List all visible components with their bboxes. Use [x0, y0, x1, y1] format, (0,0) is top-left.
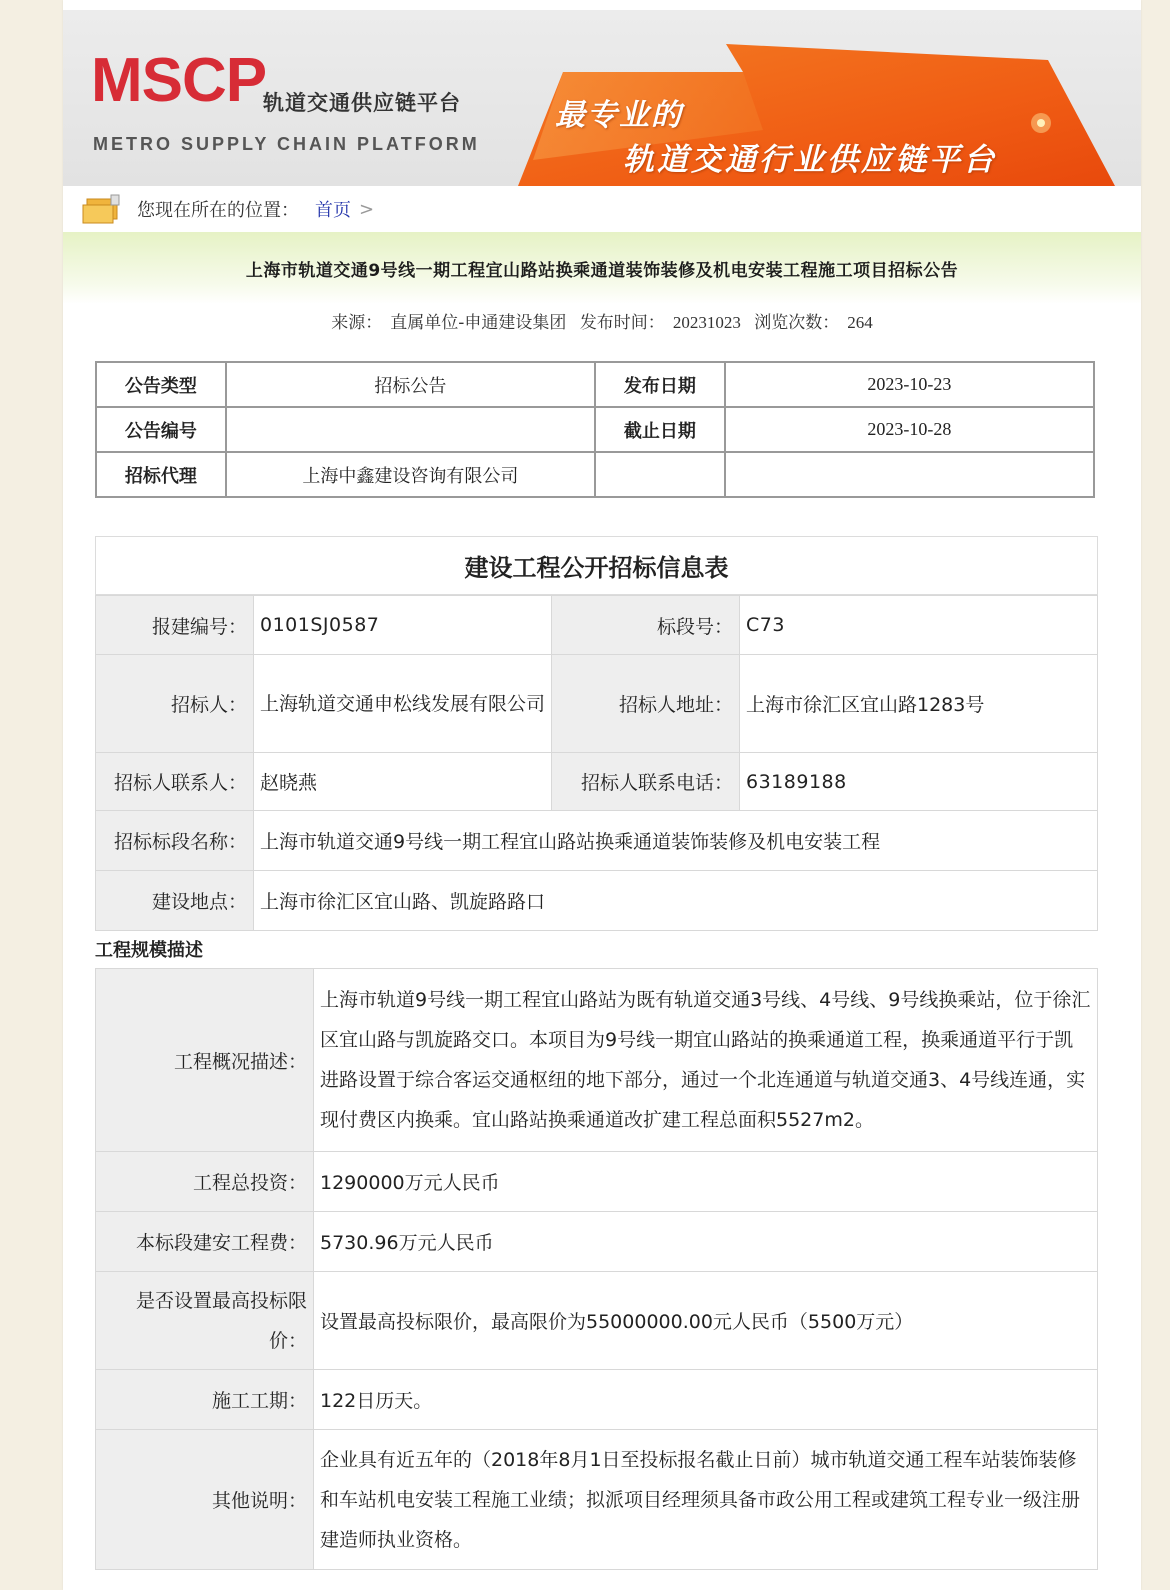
tenderer-address-value: 上海市徐汇区宜山路1283号	[740, 655, 1098, 753]
folder-location-icon	[81, 193, 125, 225]
phone-value: 63189188	[740, 753, 1098, 811]
info-section	[95, 536, 1098, 931]
info-table-title: 建设工程公开招标信息表	[95, 536, 1098, 595]
empty-cell	[595, 452, 725, 497]
location-value: 上海市徐汇区宜山路、凯旋路路口	[254, 871, 1098, 931]
number-value	[226, 407, 595, 452]
scale-section	[95, 968, 1098, 1570]
period-label: 施工工期：	[96, 1370, 314, 1430]
other-value: 企业具有近五年的（2018年8月1日至投标报名截止日前）城市轨道交通工程车站装饰装修和车站机电安装工程施工业绩；拟派项目经理须具备市政公用工程或建筑工程专业一级注册建造师执业资格。	[314, 1430, 1098, 1570]
table-row	[96, 1370, 1098, 1430]
breadcrumb-home-link[interactable]: 首页	[315, 200, 351, 221]
logo-en-text: METRO SUPPLY CHAIN PLATFORM	[93, 134, 480, 154]
title-band	[63, 232, 1141, 304]
breadcrumb-label: 您现在所在的位置：	[137, 200, 299, 221]
slogan-line1: 最专业的	[555, 98, 683, 133]
source-label: 来源：	[331, 313, 383, 333]
table-row	[96, 871, 1098, 931]
install-fee-label: 本标段建安工程费：	[96, 1212, 314, 1272]
table-row	[96, 452, 1094, 497]
table-row	[96, 1272, 1098, 1370]
table-row	[96, 362, 1094, 407]
section-no-label: 标段号：	[552, 596, 740, 655]
views-count: 264	[847, 313, 873, 332]
install-fee-value: 5730.96万元人民币	[314, 1212, 1098, 1272]
page	[63, 0, 1141, 1590]
section-no-value: C73	[740, 596, 1098, 655]
pub-date-value: 2023-10-23	[725, 362, 1094, 407]
table-row	[96, 1430, 1098, 1570]
contact-label: 招标人联系人：	[96, 753, 254, 811]
info-table	[95, 595, 1098, 931]
deadline-value: 2023-10-28	[725, 407, 1094, 452]
period-value: 122日历天。	[314, 1370, 1098, 1430]
deadline-label: 截止日期	[595, 407, 725, 452]
table-row	[96, 596, 1098, 655]
logo-cn-text: 轨道交通供应链平台	[263, 91, 461, 115]
max-price-value: 设置最高投标限价，最高限价为55000000.00元人民币（5500万元）	[314, 1272, 1098, 1370]
section-name-value: 上海市轨道交通9号线一期工程宜山路站换乘通道装饰装修及机电安装工程	[254, 811, 1098, 871]
header-banner	[63, 10, 1141, 186]
phone-label: 招标人联系电话：	[552, 753, 740, 811]
type-value: 招标公告	[226, 362, 595, 407]
overview-value: 上海市轨道9号线一期工程宜山路站为既有轨道交通3号线、4号线、9号线换乘站，位于徐汇区宜山路与凯旋路交口。本项目为9号线一期宜山路站的换乘通道工程，换乘通道平行于凯进路设置于综合客运交通枢纽的地下部分，通过一个北连通道与轨道交通3、4号线连通，实现付费区内换乘。宜山路站换乘通道改扩建工程总面积5527m2。	[314, 969, 1098, 1152]
table-row	[96, 811, 1098, 871]
slogan-line2: 轨道交通行业供应链平台	[623, 142, 997, 178]
table-row	[96, 753, 1098, 811]
views-label: 浏览次数：	[754, 313, 840, 333]
number-label: 公告编号	[96, 407, 226, 452]
breadcrumb-separator: >	[359, 198, 375, 220]
max-price-label: 是否设置最高投标限价：	[96, 1272, 314, 1370]
scale-section-title: 工程规模描述	[95, 940, 203, 961]
publish-time: 20231023	[672, 313, 741, 332]
table-row	[96, 1152, 1098, 1212]
summary-table	[95, 361, 1095, 498]
investment-label: 工程总投资：	[96, 1152, 314, 1212]
other-label: 其他说明：	[96, 1430, 314, 1570]
table-row	[96, 969, 1098, 1152]
table-row	[96, 407, 1094, 452]
type-label: 公告类型	[96, 362, 226, 407]
overview-label: 工程概况描述：	[96, 969, 314, 1152]
tenderer-value: 上海轨道交通申松线发展有限公司	[254, 655, 552, 753]
page-title: 上海市轨道交通9号线一期工程宜山路站换乘通道装饰装修及机电安装工程施工项目招标公告	[245, 260, 959, 281]
section-name-label: 招标标段名称：	[96, 811, 254, 871]
notice-meta	[63, 308, 1141, 333]
source-value: 直属单位-申通建设集团	[390, 313, 567, 333]
location-label: 建设地点：	[96, 871, 254, 931]
report-no-value: 0101SJ0587	[254, 596, 552, 655]
investment-value: 1290000万元人民币	[314, 1152, 1098, 1212]
table-row	[96, 655, 1098, 753]
report-no-label: 报建编号：	[96, 596, 254, 655]
empty-cell	[725, 452, 1094, 497]
scale-table	[95, 968, 1098, 1570]
tenderer-label: 招标人：	[96, 655, 254, 753]
contact-value: 赵晓燕	[254, 753, 552, 811]
table-row	[96, 1212, 1098, 1272]
publish-label: 发布时间：	[579, 313, 665, 333]
pub-date-label: 发布日期	[595, 362, 725, 407]
tenderer-address-label: 招标人地址：	[552, 655, 740, 753]
agent-value: 上海中鑫建设咨询有限公司	[226, 452, 595, 497]
breadcrumb	[63, 186, 1141, 232]
logo[interactable]: MSCP	[91, 46, 267, 115]
agent-label: 招标代理	[96, 452, 226, 497]
